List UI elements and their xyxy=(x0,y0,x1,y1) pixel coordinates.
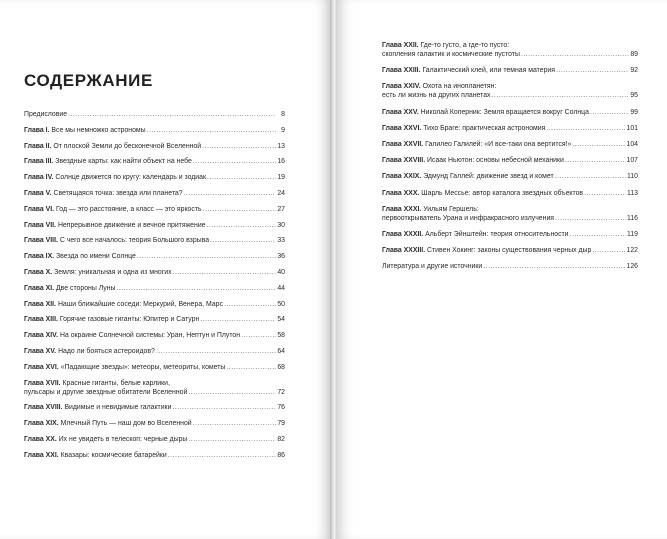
chapter-label: Глава XVIII. xyxy=(24,404,63,412)
chapter-title: На окраине Солнечной системы: Уран, Нептун и Плутон xyxy=(59,332,241,340)
toc-entry-line xyxy=(382,124,638,133)
toc-entry[interactable] xyxy=(382,124,638,133)
chapter-label: Глава IV. xyxy=(24,174,54,182)
toc-entry-text xyxy=(24,252,136,261)
toc-entry-line xyxy=(382,189,638,198)
toc-entry-text xyxy=(24,451,167,460)
toc-entry-text xyxy=(382,156,564,165)
toc-entry-line xyxy=(24,252,285,261)
toc-entry-text xyxy=(24,347,155,356)
toc-entry-line xyxy=(24,388,285,397)
chapter-title: есть ли жизнь на других планетах xyxy=(382,92,491,100)
toc-entry[interactable] xyxy=(24,126,285,135)
leader-dots xyxy=(210,236,276,245)
page-number: 27 xyxy=(277,205,285,213)
chapter-label: Глава VIII. xyxy=(24,237,58,245)
page-number: 113 xyxy=(627,189,638,197)
toc-entry-text xyxy=(382,82,496,91)
toc-list-right xyxy=(382,41,638,278)
page-number: 30 xyxy=(277,221,285,229)
toc-entry[interactable] xyxy=(382,108,638,117)
chapter-label: Глава III. xyxy=(24,158,54,166)
toc-entry-text xyxy=(24,205,202,214)
toc-entry-line xyxy=(382,50,638,59)
toc-entry-text xyxy=(24,189,183,198)
toc-entry-text xyxy=(24,300,223,309)
toc-entry[interactable] xyxy=(382,82,638,100)
chapter-title: пульсары и другие звездные обитатели Вселенной xyxy=(24,388,188,396)
chapter-label: Глава XXXIII. xyxy=(382,247,426,255)
page-number: 79 xyxy=(277,420,285,428)
chapter-title: Солнце движется по кругу: календарь и зодиак xyxy=(55,174,206,182)
chapter-title: Все мы немножко астрономы xyxy=(51,126,146,134)
chapter-title: Звезда по имени Солнце xyxy=(56,253,136,261)
toc-entry[interactable] xyxy=(382,66,638,75)
toc-entry-text xyxy=(382,41,509,50)
toc-entry-text xyxy=(24,403,171,412)
page-number: 119 xyxy=(627,230,638,238)
chapter-title: Горячие газовые гиганты: Юпитер и Сатурн xyxy=(59,316,200,324)
toc-entry-text xyxy=(382,66,555,75)
page-number: 8 xyxy=(281,111,285,118)
toc-entry[interactable] xyxy=(382,262,638,271)
chapter-title: Наши ближайшие соседи: Меркурий, Венера, Марс xyxy=(57,300,223,308)
page-number: 19 xyxy=(277,174,285,182)
toc-entry-text xyxy=(24,236,209,245)
leader-dots xyxy=(172,403,276,412)
chapter-label: Глава XIII. xyxy=(24,316,58,324)
leader-dots xyxy=(570,230,626,239)
toc-entry-line xyxy=(382,66,638,75)
chapter-title: Надо ли бояться астероидов? xyxy=(58,347,155,355)
toc-entry-line xyxy=(24,126,285,135)
toc-entry[interactable] xyxy=(24,451,285,460)
chapter-label: Глава XXXI. xyxy=(382,205,422,213)
chapter-label: Глава XXIV. xyxy=(382,83,421,91)
toc-entry-text xyxy=(24,157,192,166)
page-number: 13 xyxy=(277,142,285,150)
toc-entry-line xyxy=(24,284,285,293)
chapter-label: Глава XXVI. xyxy=(382,124,422,132)
toc-entry[interactable] xyxy=(382,172,638,181)
page-number: 68 xyxy=(277,363,285,371)
page-number: 24 xyxy=(277,189,285,197)
chapter-title: Светящаяся точка: звезда или планета? xyxy=(53,189,183,197)
chapter-title: Исаак Ньютон: основы небесной механики xyxy=(427,157,564,165)
toc-entry[interactable] xyxy=(24,189,285,198)
chapter-title: Николай Коперник: Земля вращается вокруг Солнца xyxy=(420,108,589,116)
chapter-label: Глава XXVII. xyxy=(382,140,424,148)
chapter-title: Квазары: космические батарейки xyxy=(60,451,167,459)
toc-entry[interactable] xyxy=(24,157,285,166)
leader-dots xyxy=(546,124,625,133)
leader-dots xyxy=(483,262,625,271)
chapter-title: От плоской Земли до бесконечной Вселенной xyxy=(53,142,202,150)
toc-entry-line xyxy=(24,403,285,412)
toc-entry-text xyxy=(382,140,571,149)
chapter-title: Млечный Путь — наш дом во Вселенной xyxy=(60,420,192,428)
chapter-title: Их не увидеть в телескоп: черные дыры xyxy=(58,435,188,443)
chapter-title: Эдмунд Галлей: движение звезд и комет xyxy=(423,173,554,181)
toc-entry[interactable] xyxy=(382,41,638,59)
toc-entry-line xyxy=(382,82,638,91)
chapter-label: Глава XXVIII. xyxy=(382,157,426,165)
chapter-title: Альберт Эйнштейн: теория относительности xyxy=(425,230,569,238)
chapter-label: Глава I. xyxy=(24,126,50,134)
leader-dots xyxy=(584,189,626,198)
chapter-title: Видимые и невидимые галактики xyxy=(64,404,172,412)
leader-dots xyxy=(555,172,626,181)
leader-dots xyxy=(184,189,276,198)
page-number: 107 xyxy=(626,157,638,165)
toc-entry-line xyxy=(24,110,285,119)
leader-dots xyxy=(592,246,625,255)
toc-entry-text xyxy=(24,142,201,151)
toc-entry[interactable] xyxy=(382,189,638,198)
leader-dots xyxy=(200,315,276,324)
toc-entry-line xyxy=(382,91,638,100)
leader-dots xyxy=(117,284,276,293)
book-gutter xyxy=(330,0,337,539)
page-number: 64 xyxy=(277,347,285,355)
page-number: 76 xyxy=(277,404,285,412)
page-number: 72 xyxy=(277,388,285,396)
toc-entry-text xyxy=(382,172,554,181)
page-number: 92 xyxy=(630,67,638,75)
toc-entry[interactable] xyxy=(24,347,285,356)
page-number: 101 xyxy=(626,124,638,132)
toc-entry-text xyxy=(382,91,491,100)
chapter-title: первооткрыватель Урана и инфракрасного излучения xyxy=(382,214,555,222)
toc-entry-text xyxy=(382,189,583,198)
page-number: 82 xyxy=(277,435,285,443)
toc-entry[interactable] xyxy=(24,403,285,412)
toc-entry[interactable] xyxy=(24,205,285,214)
page-number: 58 xyxy=(277,332,285,340)
toc-entry-line xyxy=(24,347,285,356)
leader-dots xyxy=(147,126,276,135)
chapter-label: Глава XXIII. xyxy=(382,67,421,75)
toc-entry[interactable] xyxy=(24,363,285,372)
toc-entry-line xyxy=(24,419,285,428)
toc-entry[interactable] xyxy=(24,379,285,397)
toc-entry-text xyxy=(24,388,187,397)
page-number: 16 xyxy=(277,158,285,166)
toc-entry[interactable] xyxy=(24,331,285,340)
chapter-label: Глава XIX. xyxy=(24,420,59,428)
chapter-label: Глава XIV. xyxy=(24,332,59,340)
chapter-label: Глава XXII. xyxy=(382,42,419,49)
chapter-title: Где-то густо, а где-то пусто: xyxy=(420,42,510,49)
page-number: 86 xyxy=(277,451,285,459)
toc-entry-line xyxy=(382,214,638,223)
chapter-title: Шарль Мессье: автор каталога звездных объектов xyxy=(421,189,584,197)
page-number: 116 xyxy=(627,214,638,222)
leader-dots xyxy=(572,140,625,149)
toc-entry-line xyxy=(382,108,638,117)
page-number: 33 xyxy=(277,237,285,245)
toc-entry-text xyxy=(382,108,589,117)
leader-dots xyxy=(241,331,276,340)
toc-list-left xyxy=(24,110,285,467)
toc-entry-line xyxy=(24,142,285,151)
toc-entry-text xyxy=(24,268,172,277)
toc-entry-line xyxy=(24,300,285,309)
toc-entry[interactable] xyxy=(382,205,638,223)
toc-entry[interactable] xyxy=(24,435,285,444)
page-number: 95 xyxy=(630,92,638,100)
toc-entry[interactable] xyxy=(382,140,638,149)
chapter-label: Глава XI. xyxy=(24,284,55,292)
chapter-title: «Падающие звезды»: метеоры, метеориты, кометы xyxy=(60,363,226,371)
leader-dots xyxy=(521,50,629,59)
chapter-label: Глава XXX. xyxy=(382,189,420,197)
chapter-title: Галилео Галилей: «И все-таки она вертится!» xyxy=(425,140,572,148)
toc-entry-text xyxy=(382,124,545,133)
page-number: 104 xyxy=(626,140,638,148)
chapter-label: Глава V. xyxy=(24,189,52,197)
toc-entry[interactable] xyxy=(24,173,285,182)
chapter-label: Глава XX. xyxy=(24,435,57,443)
chapter-title: Предисловие xyxy=(24,111,68,118)
toc-entry-text xyxy=(382,214,554,223)
page-number: 99 xyxy=(630,108,638,116)
leader-dots xyxy=(556,66,629,75)
chapter-title: С чего все началось: теория Большого взрыва xyxy=(59,237,210,245)
leader-dots xyxy=(188,388,276,397)
toc-entry-line xyxy=(382,140,638,149)
toc-entry-line xyxy=(24,435,285,444)
page-number: 36 xyxy=(277,253,285,261)
toc-entry-line xyxy=(24,189,285,198)
leader-dots xyxy=(224,300,276,309)
toc-entry-text xyxy=(24,379,170,388)
toc-entry-text xyxy=(24,221,206,230)
toc-entry[interactable] xyxy=(24,268,285,277)
chapter-label: Глава XVI. xyxy=(24,363,59,371)
page-number: 54 xyxy=(277,316,285,324)
page-number: 122 xyxy=(626,247,638,255)
toc-entry[interactable] xyxy=(382,230,638,239)
chapter-label: Глава XII. xyxy=(24,300,57,308)
toc-entry-line xyxy=(382,246,638,255)
toc-entry-line xyxy=(24,236,285,245)
chapter-title: Непрерывное движение и вечное притяжение xyxy=(57,221,206,229)
toc-entry-text xyxy=(24,419,192,428)
leader-dots xyxy=(193,419,276,428)
leader-dots xyxy=(137,252,276,261)
page-title: СОДЕРЖАНИЕ xyxy=(24,71,153,90)
chapter-title: Год — это расстояние, а класс — это яркость xyxy=(56,205,202,213)
chapter-label: Глава XV. xyxy=(24,347,57,355)
leader-dots xyxy=(188,435,276,444)
left-page xyxy=(0,0,330,539)
chapter-label: Глава XXIX. xyxy=(382,173,422,181)
leader-dots xyxy=(555,214,626,223)
chapter-label: Глава VI. xyxy=(24,205,55,213)
chapter-label: Глава IX. xyxy=(24,253,55,261)
toc-entry[interactable] xyxy=(24,236,285,245)
chapter-title: Тихо Браге: практическая астрономия xyxy=(423,124,546,132)
page-number: 40 xyxy=(277,268,285,276)
toc-entry-text xyxy=(24,284,116,293)
page-number: 50 xyxy=(277,300,285,308)
chapter-title: Литература и другие источники xyxy=(382,263,483,271)
toc-entry-line xyxy=(382,172,638,181)
toc-entry-line xyxy=(24,268,285,277)
toc-entry-line xyxy=(382,156,638,165)
leader-dots xyxy=(492,91,630,100)
chapter-title: Красные гиганты, белые карлики, xyxy=(62,379,170,387)
chapter-title: Земля: уникальная и одна из многих xyxy=(54,268,172,276)
chapter-label: Глава XXI. xyxy=(24,451,59,459)
toc-entry[interactable] xyxy=(24,300,285,309)
chapter-label: Глава VII. xyxy=(24,221,57,229)
toc-entry[interactable] xyxy=(382,246,638,255)
toc-entry-text xyxy=(382,50,520,59)
toc-entry-text xyxy=(382,230,569,239)
page-number: 126 xyxy=(626,263,638,271)
chapter-title: Стивен Хокинг: законы существования черных дыр xyxy=(427,247,592,255)
chapter-title: скопления галактик и космические пустоты xyxy=(382,51,520,58)
leader-dots xyxy=(203,205,276,214)
toc-entry-line xyxy=(24,205,285,214)
toc-entry-line xyxy=(24,451,285,460)
chapter-title: Охота на инопланетян: xyxy=(422,83,497,91)
toc-entry-line xyxy=(24,221,285,230)
toc-entry-text xyxy=(24,435,187,444)
toc-entry-text xyxy=(24,331,240,340)
toc-entry-line xyxy=(24,379,285,388)
leader-dots xyxy=(193,157,276,166)
toc-entry-text xyxy=(24,173,206,182)
toc-entry-line xyxy=(382,230,638,239)
page-number: 9 xyxy=(281,126,285,134)
toc-entry[interactable] xyxy=(24,315,285,324)
toc-entry[interactable] xyxy=(382,156,638,165)
toc-entry-text xyxy=(382,262,482,271)
chapter-label: Глава II. xyxy=(24,142,52,150)
leader-dots xyxy=(202,142,276,151)
toc-entry[interactable] xyxy=(24,142,285,151)
leader-dots xyxy=(68,110,276,119)
toc-entry-line xyxy=(382,41,638,50)
leader-dots xyxy=(207,221,277,230)
chapter-title: Звездные карты: как найти объект на небе xyxy=(55,158,192,166)
toc-entry-line xyxy=(24,157,285,166)
toc-entry-text xyxy=(24,363,225,372)
toc-entry[interactable] xyxy=(24,252,285,261)
toc-entry-line xyxy=(24,331,285,340)
toc-entry-line xyxy=(24,363,285,372)
toc-entry-text xyxy=(382,205,479,214)
toc-entry-text xyxy=(24,315,199,324)
chapter-label: Глава XXV. xyxy=(382,108,419,116)
leader-dots xyxy=(565,156,626,165)
leader-dots xyxy=(226,363,276,372)
page-number: 110 xyxy=(627,173,638,181)
toc-entry-text xyxy=(24,110,67,119)
chapter-title: Две стороны Луны xyxy=(56,284,116,292)
toc-entry-text xyxy=(382,246,591,255)
toc-entry[interactable] xyxy=(24,110,285,119)
toc-entry[interactable] xyxy=(24,221,285,230)
toc-entry-text xyxy=(24,126,146,135)
chapter-label: Глава XXXII. xyxy=(382,230,424,238)
toc-entry[interactable] xyxy=(24,419,285,428)
toc-entry-line xyxy=(382,205,638,214)
toc-entry[interactable] xyxy=(24,284,285,293)
page-number: 89 xyxy=(630,51,638,58)
leader-dots xyxy=(207,173,276,182)
chapter-label: Глава XVII. xyxy=(24,379,61,387)
leader-dots xyxy=(156,347,276,356)
chapter-title: Уильям Гершель: xyxy=(423,205,479,213)
chapter-title: Галактический клей, или темная материя xyxy=(422,67,555,75)
leader-dots xyxy=(590,108,629,117)
chapter-label: Глава X. xyxy=(24,268,53,276)
page-number: 44 xyxy=(277,284,285,292)
toc-entry-line xyxy=(24,173,285,182)
toc-entry-line xyxy=(24,315,285,324)
toc-entry-line xyxy=(382,262,638,271)
leader-dots xyxy=(173,268,276,277)
leader-dots xyxy=(168,451,276,460)
